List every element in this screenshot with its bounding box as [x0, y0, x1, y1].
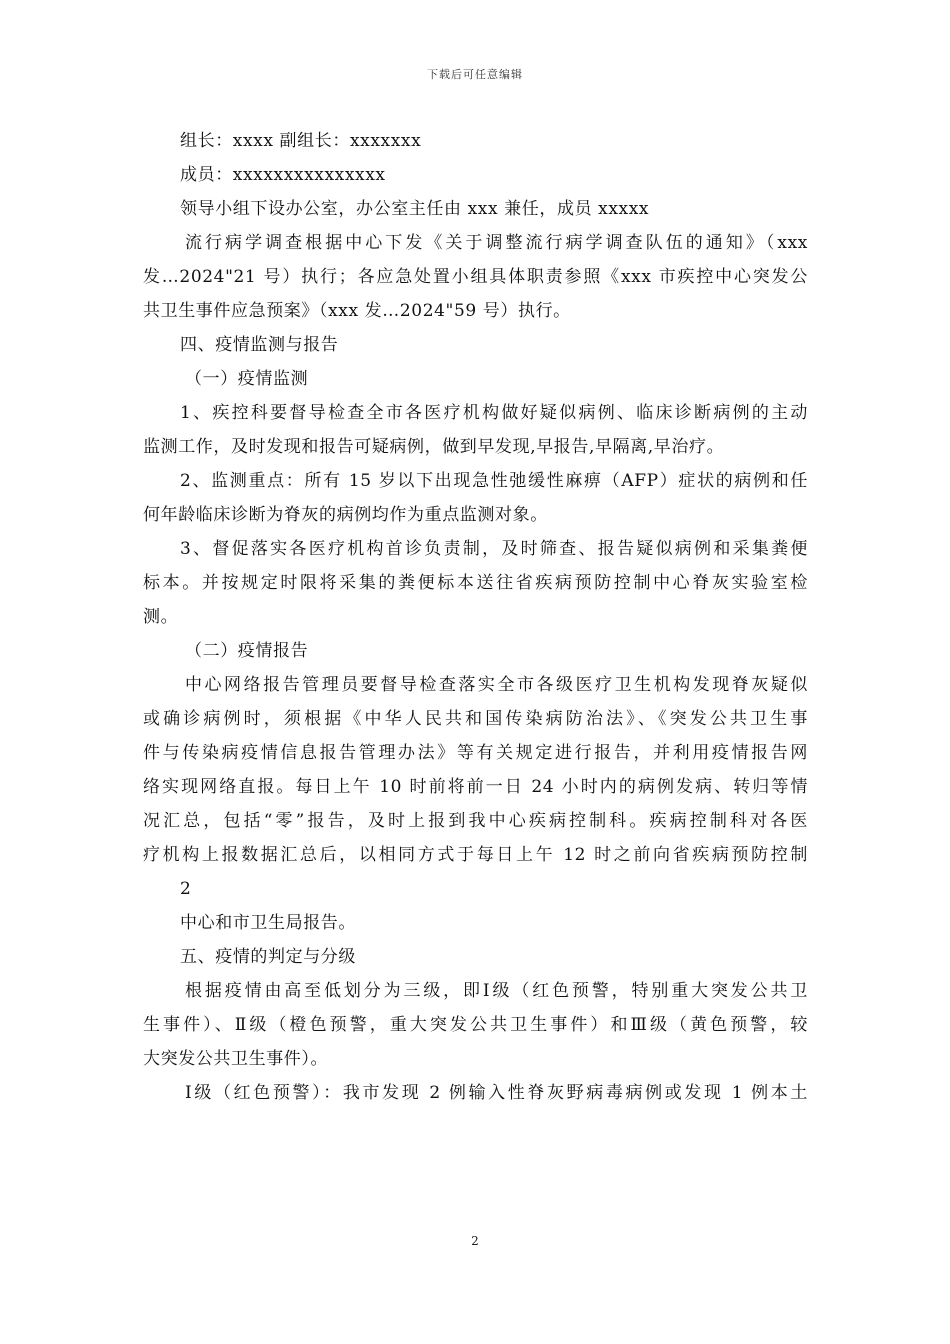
text-line-29: Ⅰ级（红色预警）：我市发现 2 例输入性脊灰野病毒病例或发现 1 例本土 — [185, 1083, 808, 1103]
text-line-20: 络实现网络直报。每日上午 10 时前将前一日 24 小时内的病例发病、转归等情 — [143, 777, 808, 797]
text-line-18: 或确诊病例时，须根据《中华人民共和国传染病防治法》、《突发公共卫生事 — [143, 709, 808, 729]
text-line-13: 3、督促落实各医疗机构首诊负责制，及时筛查、报告疑似病例和采集粪便 — [180, 539, 808, 559]
inline-page-number: 2 — [180, 879, 192, 899]
text-line-19: 件与传染病疫情信息报告管理办法》等有关规定进行报告，并利用疫情报告网 — [143, 743, 808, 763]
section-heading: 四、疫情监测与报告 — [180, 335, 339, 355]
text-line-21: 况汇总，包括“零”报告，及时上报到我中心疾病控制科。疾病控制科对各医 — [143, 811, 808, 831]
page-header: 下载后可任意编辑 — [427, 68, 523, 81]
text-line-14: 标本。并按规定时限将采集的粪便标本送往省疾病预防控制中心脊灰实验室检 — [143, 573, 808, 593]
subsection-heading: （一）疫情监测 — [185, 369, 309, 389]
text-line-5: 发…2024"21 号）执行；各应急处置小组具体职责参照《xxx 市疾控中心突发公 — [143, 267, 808, 287]
text-line-28: 大突发公共卫生事件）。 — [143, 1049, 329, 1069]
text-line-11: 2、监测重点：所有 15 岁以下出现急性弛缓性麻痹（AFP）症状的病例和任 — [180, 471, 808, 491]
text-line-4: 流行病学调查根据中心下发《关于调整流行病学调查队伍的通知》（xxx — [185, 233, 808, 253]
text-line-2: 成员：xxxxxxxxxxxxxxx — [180, 165, 386, 185]
text-line-15: 测。 — [143, 607, 179, 627]
text-line-3: 领导小组下设办公室，办公室主任由 xxx 兼任，成员 xxxxx — [180, 199, 650, 219]
page-number: 2 — [471, 1234, 479, 1248]
text-line-12: 何年龄临床诊断为脊灰的病例均作为重点监测对象。 — [143, 505, 548, 525]
subsection-heading: （二）疫情报告 — [185, 641, 309, 661]
text-line-17: 中心网络报告管理员要督导检查落实全市各级医疗卫生机构发现脊灰疑似 — [185, 675, 808, 695]
text-line-22: 疗机构上报数据汇总后，以相同方式于每日上午 12 时之前向省疾病预防控制 — [143, 845, 808, 865]
text-line-10: 监测工作，及时发现和报告可疑病例，做到早发现,早报告,早隔离,早治疗。 — [143, 437, 725, 457]
text-line-1: 组长：xxxx 副组长：xxxxxxx — [180, 131, 422, 151]
text-line-26: 根据疫情由高至低划分为三级，即Ⅰ级（红色预警，特别重大突发公共卫 — [185, 981, 808, 1001]
section-heading: 五、疫情的判定与分级 — [180, 947, 356, 967]
text-line-24: 中心和市卫生局报告。 — [180, 913, 356, 933]
text-line-6: 共卫生事件应急预案》（xxx 发…2024"59 号）执行。 — [143, 301, 571, 321]
text-line-9: 1、疾控科要督导检查全市各医疗机构做好疑似病例、临床诊断病例的主动 — [180, 403, 808, 423]
text-line-27: 生事件）、Ⅱ级（橙色预警，重大突发公共卫生事件）和Ⅲ级（黄色预警，较 — [143, 1015, 808, 1035]
document-body — [143, 124, 808, 1110]
